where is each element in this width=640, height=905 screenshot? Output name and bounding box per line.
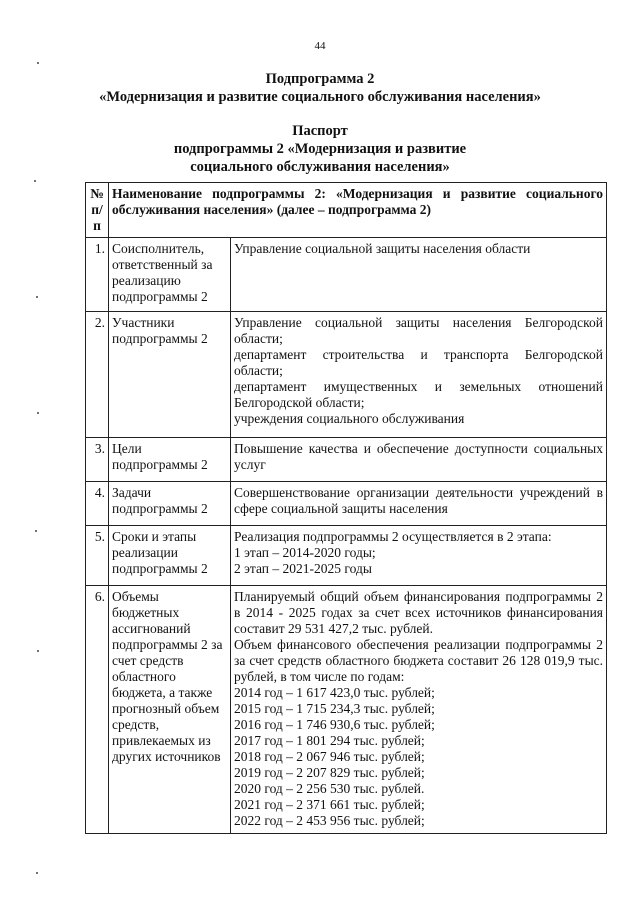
table-row — [86, 312, 607, 438]
row-value — [231, 312, 607, 438]
table-header-row — [86, 183, 607, 238]
row-value-line: 2 этап – 2021-2025 годы — [234, 561, 372, 576]
table-row — [86, 586, 607, 834]
row-value-line: 1 этап – 2014-2020 годы; — [234, 545, 376, 560]
subprogram-title-line2: «Модернизация и развитие социального обслуживания населения» — [99, 89, 541, 105]
row-value-line: 2017 год – 1 801 294 тыс. рублей; — [234, 733, 425, 748]
row-value — [231, 438, 607, 482]
row-number: 3. — [86, 438, 109, 482]
row-value-line: Реализация подпрограммы 2 осуществляется в 2 этапа: — [234, 529, 552, 544]
passport-heading — [0, 122, 640, 176]
scan-speck — [36, 296, 38, 298]
table-row — [86, 438, 607, 482]
row-value-line: 2021 год – 2 371 661 тыс. рублей; — [234, 797, 425, 812]
header-number-label: № п/п — [86, 183, 109, 238]
scan-speck — [37, 62, 39, 64]
row-number: 1. — [86, 238, 109, 312]
row-value-line: 2020 год – 2 256 530 тыс. рублей. — [234, 781, 425, 796]
scan-speck — [37, 412, 39, 414]
table-row — [86, 526, 607, 586]
row-value-line: Управление социальной защиты населения области — [234, 241, 531, 256]
row-value-line: 2015 год – 1 715 234,3 тыс. рублей; — [234, 701, 435, 716]
table-row — [86, 482, 607, 526]
passport-heading-line3: социального обслуживания населения» — [190, 159, 450, 175]
row-value-line: 2016 год – 1 746 930,6 тыс. рублей; — [234, 717, 435, 732]
scan-speck — [37, 650, 39, 652]
row-number: 2. — [86, 312, 109, 438]
row-value-line: Совершенствование организации деятельности учреждений в сфере социальной защиты населения — [234, 485, 604, 516]
row-value-line: Планируемый общий объем финансирования подпрограммы 2 в 2014 - 2025 годах за счет всех источников финансирования составит 29 531 427,2 тыс. рублей. — [234, 589, 604, 636]
row-value-line: 2022 год – 2 453 956 тыс. рублей; — [234, 813, 425, 828]
row-value — [231, 586, 607, 834]
scan-speck — [35, 530, 37, 532]
row-value-line: 2019 год – 2 207 829 тыс. рублей; — [234, 765, 425, 780]
subprogram-title-line1: Подпрограмма 2 — [265, 71, 375, 87]
passport-heading-line2: подпрограммы 2 «Модернизация и развитие — [173, 141, 467, 157]
page-number: 44 — [314, 40, 326, 52]
row-label: Сроки и этапы реализации подпрограммы 2 — [109, 526, 231, 586]
row-value — [231, 482, 607, 526]
row-label: Участники подпрограммы 2 — [109, 312, 231, 438]
table-row — [86, 238, 607, 312]
row-value-line: департамент строительства и транспорта Белгородской области; — [234, 347, 604, 378]
row-value — [231, 238, 607, 312]
row-value-line: Объем финансового обеспечения реализации подпрограммы 2 за счет средств областного бюджета составит 26 128 019,9 тыс. рублей, в том числе по годам: — [234, 637, 604, 684]
row-number: 6. — [86, 586, 109, 834]
row-label: Соисполнитель, ответственный за реализацию подпрограммы 2 — [109, 238, 231, 312]
row-value-line: департамент имущественных и земельных отношений Белгородской области; — [234, 379, 604, 410]
row-value-line: Повышение качества и обеспечение доступности социальных услуг — [234, 441, 604, 472]
row-number: 5. — [86, 526, 109, 586]
row-label: Цели подпрограммы 2 — [109, 438, 231, 482]
row-value-line: учреждения социального обслуживания — [234, 411, 465, 426]
passport-table — [85, 182, 607, 834]
passport-heading-line1: Паспорт — [292, 123, 348, 139]
row-value-line: Управление социальной защиты населения Белгородской области; — [234, 315, 604, 346]
row-value — [231, 526, 607, 586]
row-value-line: 2018 год – 2 067 946 тыс. рублей; — [234, 749, 425, 764]
row-value-line: 2014 год – 1 617 423,0 тыс. рублей; — [234, 685, 435, 700]
scan-speck — [34, 180, 36, 182]
subprogram-title — [0, 70, 640, 106]
row-number: 4. — [86, 482, 109, 526]
row-label: Задачи подпрограммы 2 — [109, 482, 231, 526]
row-label: Объемы бюджетных ассигнований подпрограммы 2 за счет средств областного бюджета, а также прогнозный объем средств, привлекаемых из других источников — [109, 586, 231, 834]
header-title: Наименование подпрограммы 2: «Модернизация и развитие социального обслуживания населения» (далее – подпрограмма 2) — [109, 183, 607, 238]
scan-speck — [36, 872, 38, 874]
